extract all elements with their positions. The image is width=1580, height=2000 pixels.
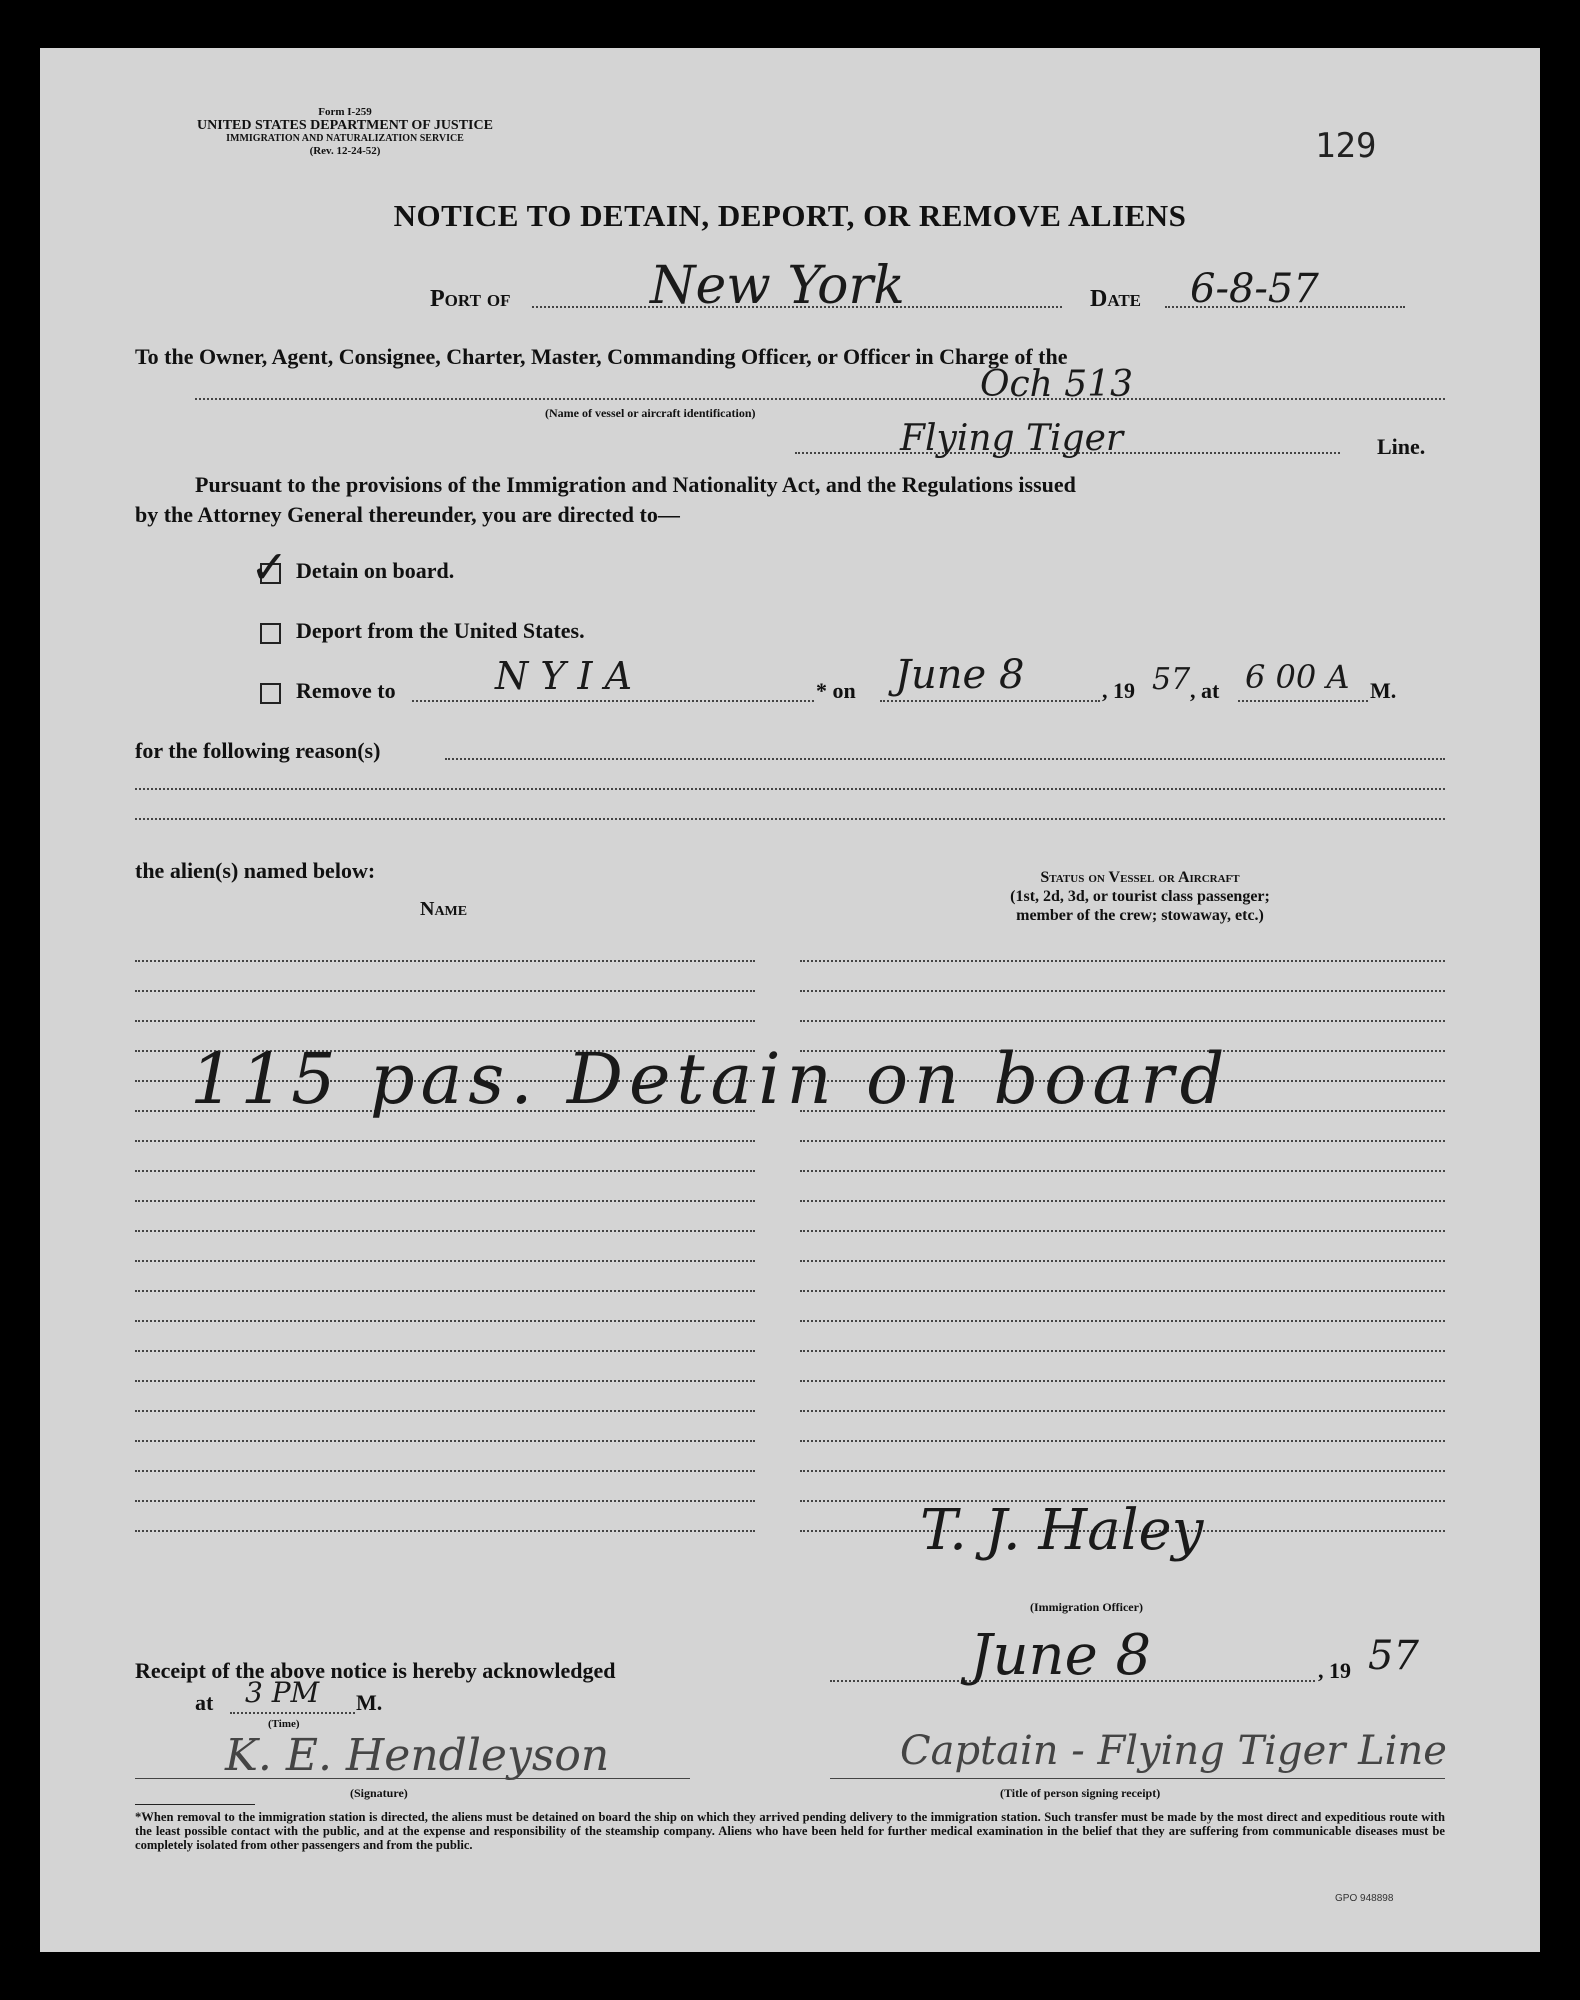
name-row-line	[135, 1230, 755, 1232]
status-header-line3: member of the crew; stowaway, etc.)	[1016, 907, 1264, 924]
page-number: 129	[1315, 126, 1377, 166]
status-row-line	[800, 1170, 1445, 1172]
date-label: Date	[1090, 286, 1142, 312]
name-row-line	[135, 1530, 755, 1532]
status-row-line	[800, 1470, 1445, 1472]
name-row-line	[135, 1350, 755, 1352]
name-row-line	[135, 1380, 755, 1382]
form-header	[135, 106, 555, 158]
footnote: *When removal to the immigration station is directed, the aliens must be detained on board the ship on which they arrived pending delivery to the immigration station. Such transfer must be made by the most direct and expeditious route with the least possible contact with the public, and at the expense and responsibility of the steamship company. Aliens who have been held for further medical examination in the belief that they are suffering from communicable diseases must be completely isolated from other passengers and from the public.	[135, 1810, 1445, 1852]
title-caption: (Title of person signing receipt)	[1000, 1786, 1161, 1800]
status-row-line	[800, 1410, 1445, 1412]
name-column-header: Name	[420, 898, 468, 920]
revision-date: (Rev. 12-24-52)	[309, 145, 381, 157]
receipt-m-label: M.	[356, 1690, 383, 1715]
name-row-line	[135, 1020, 755, 1022]
remove-time-line	[1238, 700, 1368, 702]
name-row-line	[135, 1200, 755, 1202]
receipt-at-label: at	[195, 1690, 214, 1715]
name-row-line	[135, 1140, 755, 1142]
vessel-caption: (Name of vessel or aircraft identification)	[545, 406, 756, 420]
remove-time-value: 6 00 A	[1245, 658, 1350, 696]
status-row-line	[800, 1350, 1445, 1352]
receipt-time-caption: (Time)	[268, 1718, 300, 1730]
remove-destination-value: N Y I A	[495, 654, 633, 698]
officer-caption: (Immigration Officer)	[1030, 1600, 1143, 1614]
port-label: Port of	[430, 286, 511, 312]
officer-signature: T. J. Haley	[920, 1498, 1204, 1563]
status-row-line	[800, 1320, 1445, 1322]
status-row-line	[800, 990, 1445, 992]
status-row-line	[800, 1380, 1445, 1382]
aliens-entry: 115 pas. Detain on board	[190, 1038, 1231, 1120]
status-row-line	[800, 1020, 1445, 1022]
service-name: IMMIGRATION AND NATURALIZATION SERVICE	[226, 133, 464, 144]
detain-label: Detain on board.	[296, 558, 455, 583]
name-row-line	[135, 1410, 755, 1412]
remove-checkbox[interactable]	[260, 683, 281, 704]
footnote-rule	[135, 1804, 255, 1805]
form-number: Form I-259	[318, 106, 372, 118]
page-title: NOTICE TO DETAIN, DEPORT, OR REMOVE ALIENS	[393, 198, 1187, 233]
remove-at-label: , at	[1190, 678, 1220, 703]
title-value: Captain - Flying Tiger Line	[900, 1728, 1447, 1774]
receipt-time-value: 3 PM	[245, 1676, 320, 1709]
receipt-time-line	[230, 1712, 355, 1714]
signature-value: K. E. Hendleyson	[225, 1730, 610, 1781]
remove-year-prefix: , 19	[1102, 678, 1135, 703]
reasons-line-1	[445, 758, 1445, 760]
line-label: Line.	[1377, 434, 1426, 459]
line-value: Flying Tiger	[900, 418, 1124, 459]
title-line	[830, 1778, 1445, 1779]
status-row-line	[800, 1290, 1445, 1292]
vessel-value: Och 513	[980, 364, 1134, 405]
remove-year-value: 57	[1152, 662, 1191, 697]
name-row-line	[135, 1170, 755, 1172]
name-row-line	[135, 1320, 755, 1322]
deport-checkbox[interactable]	[260, 623, 281, 644]
receipt-year-prefix: , 19	[1318, 1658, 1351, 1683]
status-row-line	[800, 960, 1445, 962]
date-value: 6-8-57	[1190, 266, 1319, 312]
pursuant-text-2: by the Attorney General thereunder, you are directed to—	[135, 502, 680, 527]
reasons-label: for the following reason(s)	[135, 738, 381, 763]
gpo-code: GPO 948898	[1335, 1893, 1394, 1904]
signature-caption: (Signature)	[350, 1786, 408, 1800]
status-header-line1: Status on Vessel or Aircraft	[1040, 869, 1240, 886]
name-row-line	[135, 1440, 755, 1442]
status-header-line2: (1st, 2d, 3d, or tourist class passenger;	[1010, 888, 1270, 905]
aliens-label: the alien(s) named below:	[135, 858, 376, 883]
remove-date-line	[880, 700, 1100, 702]
status-row-line	[800, 1230, 1445, 1232]
status-row-line	[800, 1140, 1445, 1142]
name-row-line	[135, 1470, 755, 1472]
receipt-date-value: June 8	[970, 1623, 1152, 1688]
name-row-line	[135, 1290, 755, 1292]
form-page	[40, 48, 1540, 1952]
remove-m-label: M.	[1370, 678, 1397, 703]
pursuant-text-1: Pursuant to the provisions of the Immigration and Nationality Act, and the Regulations issued	[195, 472, 1076, 497]
receipt-year-value: 57	[1368, 1633, 1419, 1679]
name-row-line	[135, 990, 755, 992]
vessel-line	[195, 398, 1445, 400]
reasons-line-3	[135, 818, 1445, 820]
reasons-line-2	[135, 788, 1445, 790]
status-row-line	[800, 1260, 1445, 1262]
remove-on-label: * on	[816, 678, 856, 703]
remove-destination-line	[412, 700, 814, 702]
deport-label: Deport from the United States.	[296, 618, 585, 643]
name-row-line	[135, 960, 755, 962]
status-row-line	[800, 1440, 1445, 1442]
receipt-text: Receipt of the above notice is hereby acknowledged	[135, 1658, 616, 1683]
detain-check-mark: ✓	[250, 540, 289, 594]
status-row-line	[800, 1200, 1445, 1202]
name-row-line	[135, 1500, 755, 1502]
remove-label: Remove to	[296, 678, 396, 703]
remove-date-value: June 8	[895, 652, 1025, 698]
department-name: UNITED STATES DEPARTMENT OF JUSTICE	[197, 118, 493, 133]
port-value: New York	[650, 256, 905, 316]
addressee-text: To the Owner, Agent, Consignee, Charter, Master, Commanding Officer, or Officer in Charge of the	[135, 344, 1068, 369]
name-row-line	[135, 1260, 755, 1262]
status-column-header	[890, 868, 1390, 925]
